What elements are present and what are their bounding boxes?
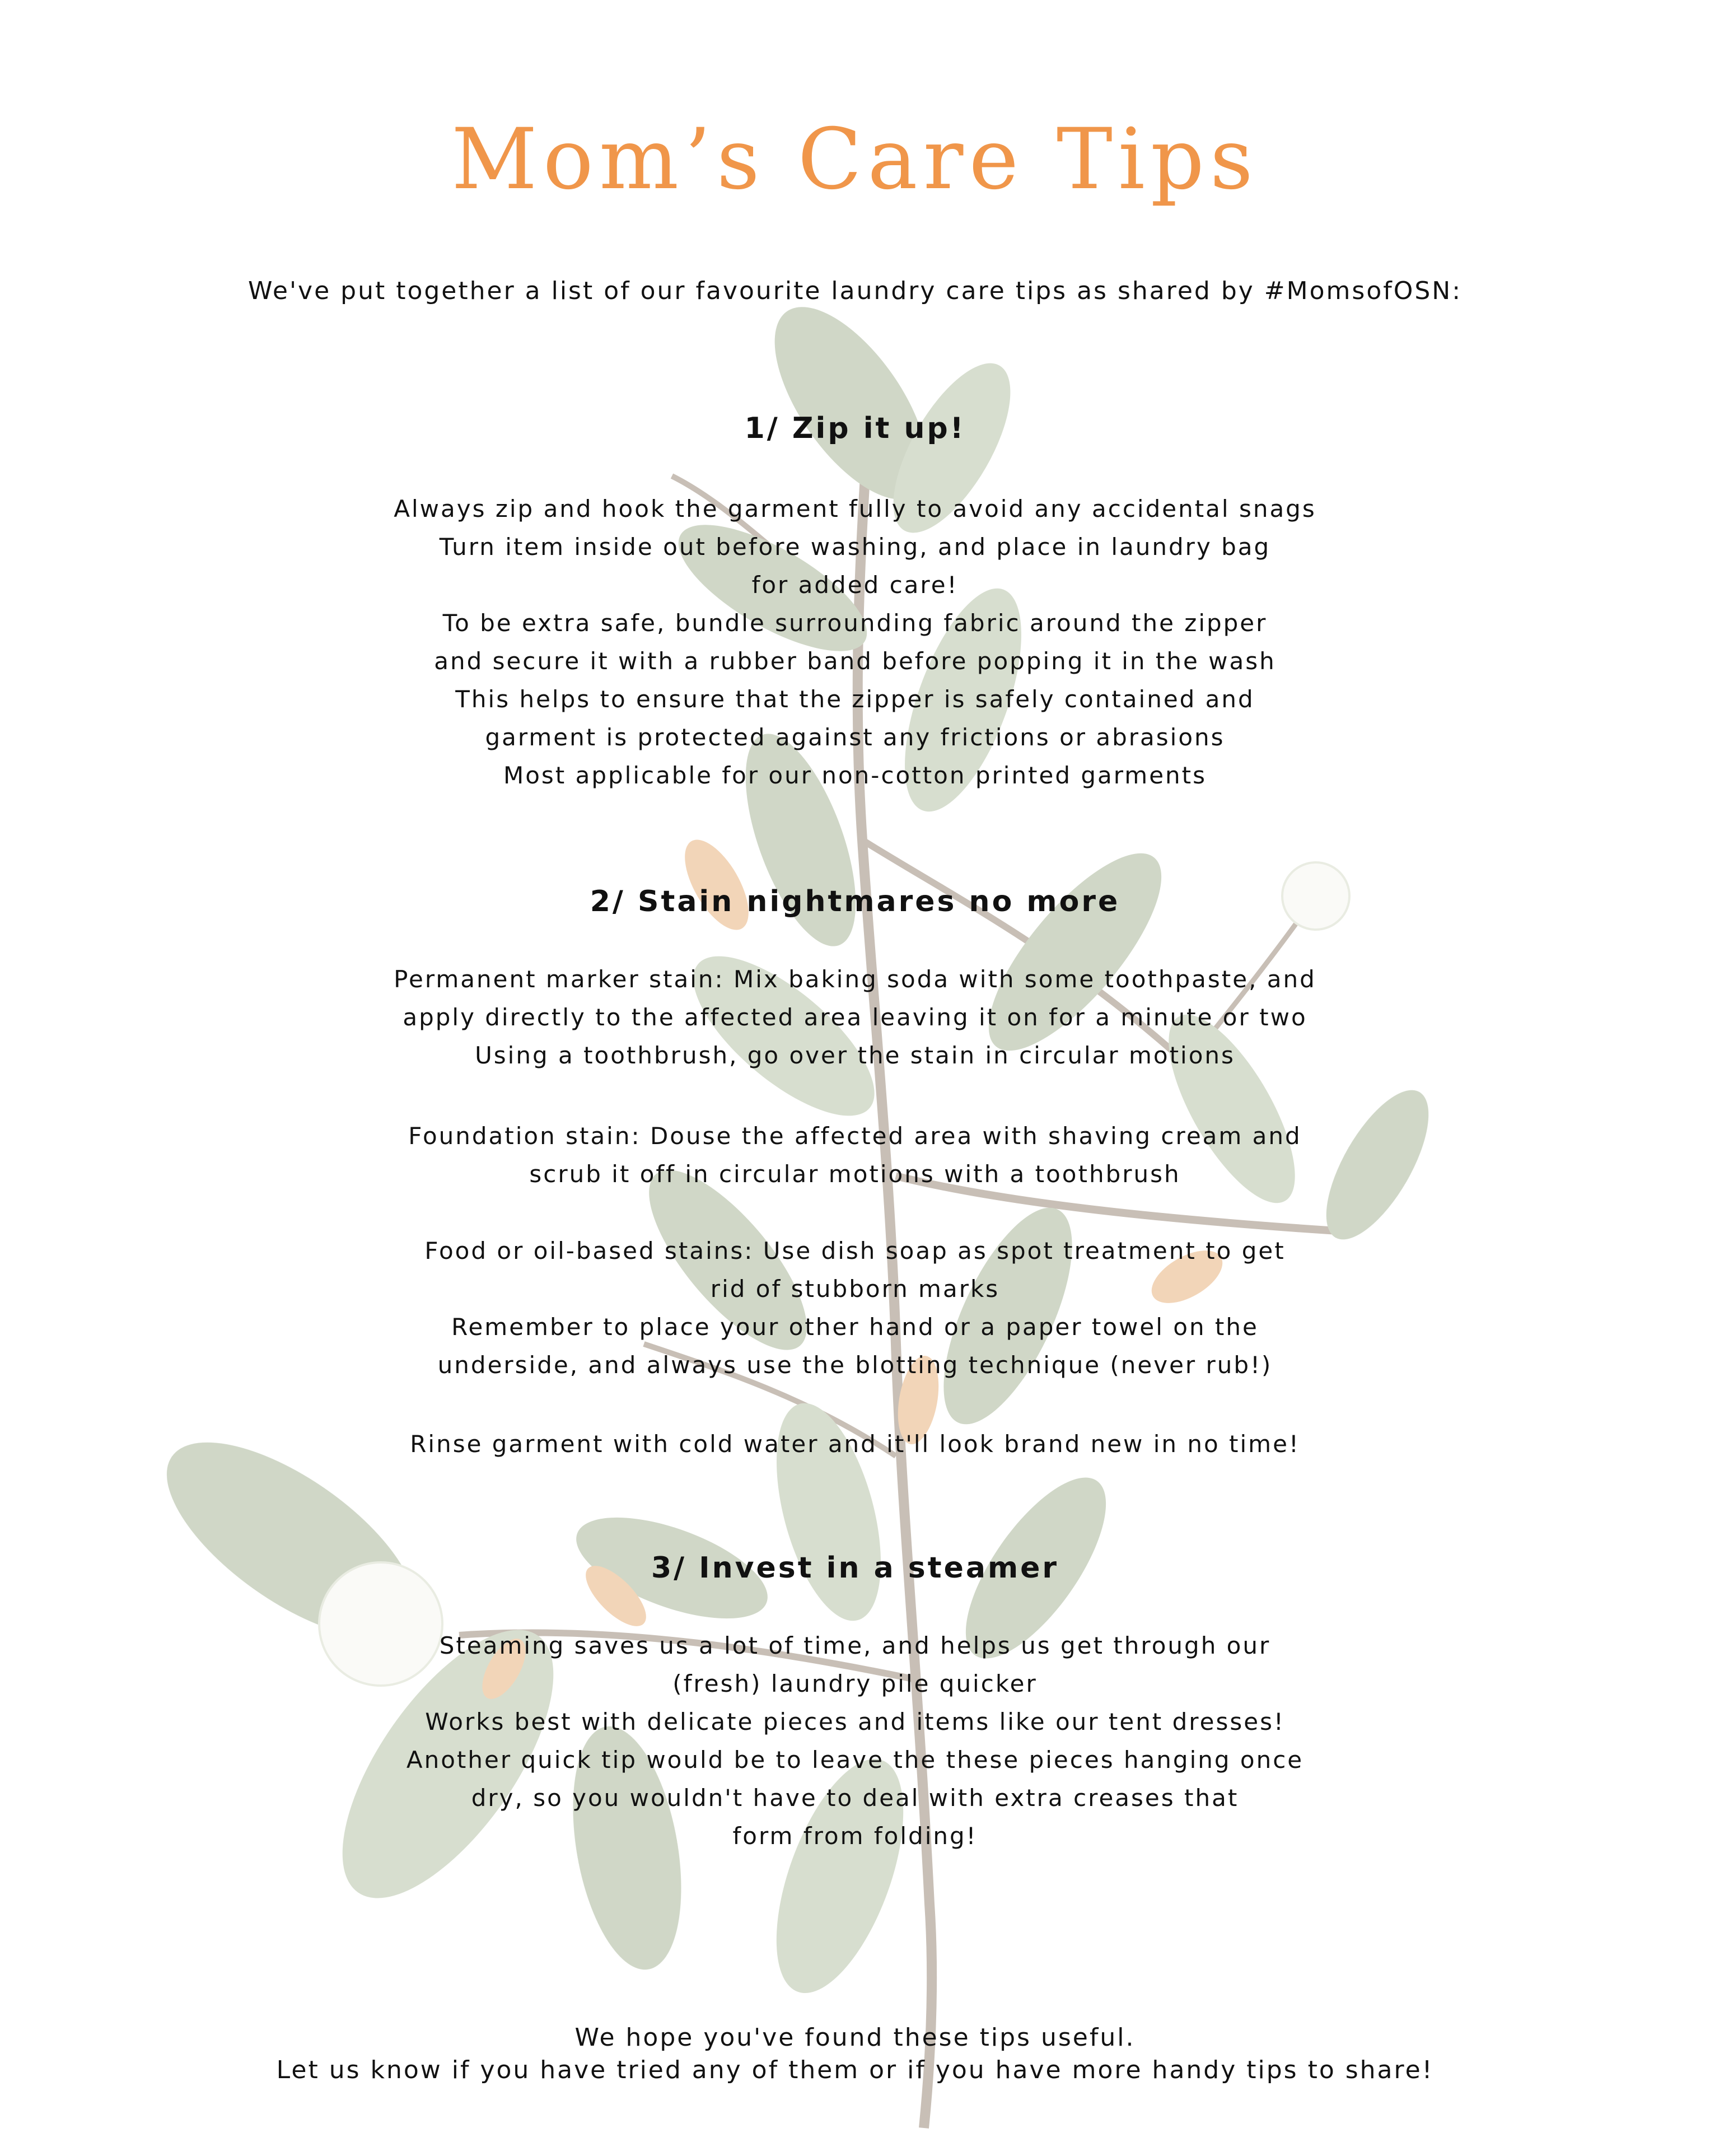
text-line: Steaming saves us a lot of time, and helps us get through our bbox=[439, 1632, 1271, 1659]
section-body-rinse bbox=[0, 1425, 1710, 1463]
section-heading-zip: 1/ Zip it up! bbox=[744, 412, 966, 445]
page-title: Mom’s Care Tips bbox=[451, 111, 1259, 208]
text-line: rid of stubborn marks bbox=[710, 1275, 1000, 1303]
text-line: garment is protected against any frictions or abrasions bbox=[485, 724, 1225, 751]
text-line: Another quick tip would be to leave the these pieces hanging once bbox=[406, 1746, 1304, 1774]
text-line: Turn item inside out before washing, and place in laundry bag bbox=[439, 533, 1271, 561]
section-body-zip bbox=[0, 490, 1710, 795]
section-heading-stains: 2/ Stain nightmares no more bbox=[590, 885, 1120, 918]
text-line: Remember to place your other hand or a paper towel on the bbox=[451, 1313, 1259, 1341]
text-line: scrub it off in circular motions with a toothbrush bbox=[529, 1160, 1181, 1188]
section-heading-steamer: 3/ Invest in a steamer bbox=[651, 1551, 1059, 1585]
closing-line: Let us know if you have tried any of them or if you have more handy tips to share! bbox=[276, 2056, 1434, 2084]
text-line: Using a toothbrush, go over the stain in circular motions bbox=[475, 1042, 1235, 1069]
text-line: for added care! bbox=[751, 571, 959, 599]
text-line: Food or oil-based stains: Use dish soap as spot treatment to get bbox=[424, 1237, 1286, 1264]
text-line: apply directly to the affected area leaving it on for a minute or two bbox=[403, 1004, 1307, 1031]
text-line: dry, so you wouldn't have to deal with extra creases that bbox=[471, 1784, 1239, 1812]
text-line: To be extra safe, bundle surrounding fabric around the zipper bbox=[442, 609, 1268, 637]
section-body-marker-stain bbox=[0, 960, 1710, 1075]
text-line: Foundation stain: Douse the affected area with shaving cream and bbox=[408, 1122, 1302, 1150]
section-body-steamer bbox=[0, 1627, 1710, 1855]
text-line: Rinse garment with cold water and it'll look brand new in no time! bbox=[410, 1430, 1300, 1458]
text-line: underside, and always use the blotting technique (never rub!) bbox=[437, 1351, 1273, 1379]
closing-line: We hope you've found these tips useful. bbox=[574, 2023, 1136, 2052]
intro-text: We've put together a list of our favourite laundry care tips as shared by #MomsofOSN: bbox=[247, 277, 1463, 305]
text-line: and secure it with a rubber band before popping it in the wash bbox=[434, 647, 1276, 675]
text-line: form from folding! bbox=[732, 1822, 978, 1850]
text-line: This helps to ensure that the zipper is safely contained and bbox=[455, 685, 1255, 713]
text-line: Works best with delicate pieces and items like our tent dresses! bbox=[425, 1708, 1285, 1735]
section-body-food-stain bbox=[0, 1232, 1710, 1384]
text-line: Permanent marker stain: Mix baking soda with some toothpaste, and bbox=[394, 965, 1316, 993]
text-line: Most applicable for our non-cotton printed garments bbox=[503, 762, 1207, 789]
text-line: (fresh) laundry pile quicker bbox=[672, 1670, 1038, 1697]
closing-text bbox=[0, 2022, 1710, 2087]
text-line: Always zip and hook the garment fully to avoid any accidental snags bbox=[394, 495, 1316, 522]
section-body-foundation-stain bbox=[0, 1117, 1710, 1193]
